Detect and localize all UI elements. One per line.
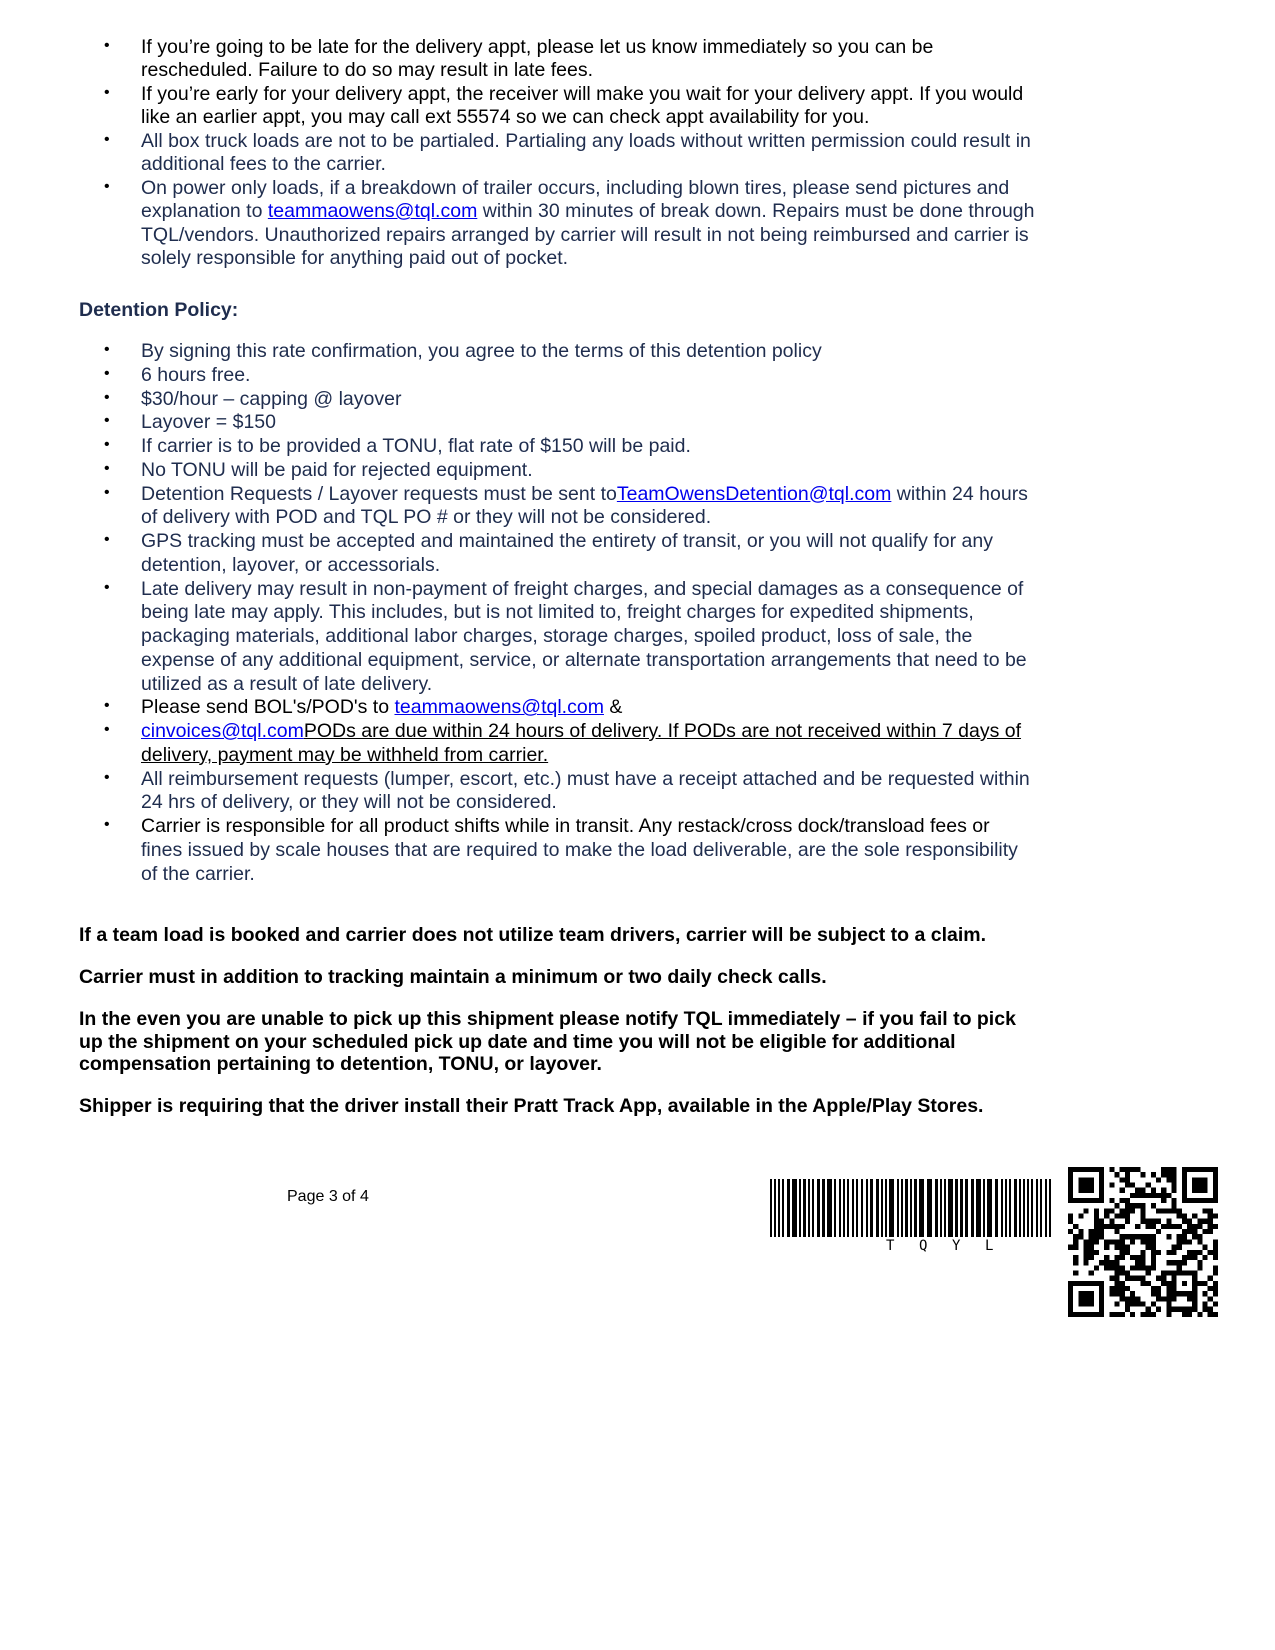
list-item-text: expense of any additional equipment, service, or alternate transportation arrangements that need to be xyxy=(141,648,1027,671)
bold-notice-line: up the shipment on your scheduled pick up date and time you will not be eligible for additional xyxy=(79,1030,956,1053)
bold-notice-line: Shipper is requiring that the driver install their Pratt Track App, available in the Apple/Play Stores. xyxy=(79,1095,984,1117)
list-item-text: delivery, payment may be withheld from carrier. xyxy=(141,743,549,766)
bullet-marker: • xyxy=(104,412,110,430)
bullet-marker: • xyxy=(104,483,110,501)
list-item-text: utilized as a result of late delivery. xyxy=(141,672,433,695)
list-item-text: If carrier is to be provided a TONU, flat rate of $150 will be paid. xyxy=(141,435,691,457)
bold-notice-line: In the even you are unable to pick up this shipment please notify TQL immediately – if you fail to pick xyxy=(79,1008,1016,1030)
list-item-text: Late delivery may result in non-payment of freight charges, and special damages as a consequence of xyxy=(141,577,1024,600)
barcode-character: L xyxy=(985,1238,994,1254)
list-item-text: rescheduled. Failure to do so may result in late fees. xyxy=(141,59,593,82)
bold-notice-line: compensation pertaining to detention, TONU, or layover. xyxy=(79,1053,602,1075)
list-item-text: Please send BOL's/POD's to xyxy=(141,696,395,719)
email-link[interactable]: teammaowens@tql.com xyxy=(267,200,478,223)
list-item-text: fines issued by scale houses that are required to make the load deliverable, are the sole responsibility xyxy=(141,838,1018,861)
barcode-caption xyxy=(770,1238,1053,1258)
list-item-text: Carrier is responsible for all product shifts while in transit. Any restack/cross dock/transload fees or xyxy=(141,815,990,837)
list-item-text: of the carrier. xyxy=(141,862,255,885)
bullet-marker: • xyxy=(104,697,110,715)
list-item-text: within 30 minutes of break down. Repairs must be done through xyxy=(477,200,1035,223)
bullet-marker: • xyxy=(104,37,110,54)
bullet-marker: • xyxy=(104,768,110,786)
bullet-marker: • xyxy=(104,341,110,358)
list-item-text: $30/hour – capping @ layover xyxy=(141,387,402,410)
bold-notice-line: If a team load is booked and carrier does not utilize team drivers, carrier will be subject to a claim. xyxy=(79,924,987,946)
list-item-text: Layover = $150 xyxy=(141,411,276,434)
list-item-text: explanation to xyxy=(141,200,268,223)
bold-notice-line: Carrier must in addition to tracking maintain a minimum or two daily check calls. xyxy=(79,966,827,988)
email-link[interactable]: cinvoices@tql.com xyxy=(141,720,304,742)
list-item-text: detention, layover, or accessorials. xyxy=(141,553,441,576)
detention-policy-heading: Detention Policy: xyxy=(79,299,239,321)
bullet-marker: • xyxy=(104,364,110,382)
list-item-text: & xyxy=(603,696,623,719)
barcode-character: Y xyxy=(952,1238,961,1254)
list-item-text: like an earlier appt, you may call ext 55574 so we can check appt availability for you. xyxy=(141,106,870,129)
list-item-text: packaging materials, additional labor charges, storage charges, spoiled product, loss of sale, the xyxy=(141,625,973,647)
bullet-marker: • xyxy=(104,130,110,148)
page-number: Page 3 of 4 xyxy=(287,1188,369,1205)
bullet-marker: • xyxy=(104,816,110,833)
list-item-text: All reimbursement requests (lumper, escort, etc.) must have a receipt attached and be requested within xyxy=(141,767,1030,790)
list-item-text: GPS tracking must be accepted and maintained the entirety of transit, or you will not qualify for any xyxy=(141,530,993,552)
list-item-text: Detention Requests / Layover requests must be sent to xyxy=(141,482,617,505)
list-item-text: By signing this rate confirmation, you agree to the terms of this detention policy xyxy=(141,340,822,362)
bullet-marker: • xyxy=(104,578,110,596)
bullet-marker: • xyxy=(104,83,110,101)
list-item-text: On power only loads, if a breakdown of trailer occurs, including blown tires, please send pictures and xyxy=(141,176,1010,199)
list-item-text: of delivery with POD and TQL PO # or they will not be considered. xyxy=(141,506,712,529)
list-item-text: If you’re early for your delivery appt, the receiver will make you wait for your delivery appt. If you would xyxy=(141,82,1024,105)
barcode-character: Q xyxy=(919,1238,928,1254)
bullet-marker: • xyxy=(104,531,110,548)
list-item-text: within 24 hours xyxy=(891,482,1028,505)
bullet-marker: • xyxy=(104,436,110,453)
barcode-character: T xyxy=(886,1238,895,1254)
list-item-text: solely responsible for anything paid out of pocket. xyxy=(141,247,569,270)
list-item-text: PODs are due within 24 hours of delivery. If PODs are not received within 7 days of xyxy=(303,720,1022,742)
list-item-text: If you’re going to be late for the delivery appt, please let us know immediately so you can be xyxy=(141,36,934,58)
list-item-text: 6 hours free. xyxy=(141,363,251,386)
list-item-text: No TONU will be paid for rejected equipment. xyxy=(141,458,533,481)
bullet-marker: • xyxy=(104,177,110,195)
bullet-marker: • xyxy=(104,459,110,477)
barcode-icon xyxy=(770,1179,1053,1237)
email-link[interactable]: teammaowens@tql.com xyxy=(394,696,604,719)
list-item-text: additional fees to the carrier. xyxy=(141,153,386,176)
list-item-text: All box truck loads are not to be partialed. Partialing any loads without written permission could result in xyxy=(141,129,1031,152)
bullet-marker: • xyxy=(104,388,110,406)
qr-code-icon xyxy=(1068,1167,1218,1317)
list-item-text: TQL/vendors. Unauthorized repairs arranged by carrier will result in not being reimbursed and carrier is xyxy=(141,223,1029,246)
bullet-marker: • xyxy=(104,721,110,738)
list-item-text: 24 hrs of delivery, or they will not be considered. xyxy=(141,791,557,814)
list-item-text: being late may apply. This includes, but is not limited to, freight charges for expedited shipments, xyxy=(141,601,974,624)
email-link[interactable]: TeamOwensDetention@tql.com xyxy=(616,482,892,505)
